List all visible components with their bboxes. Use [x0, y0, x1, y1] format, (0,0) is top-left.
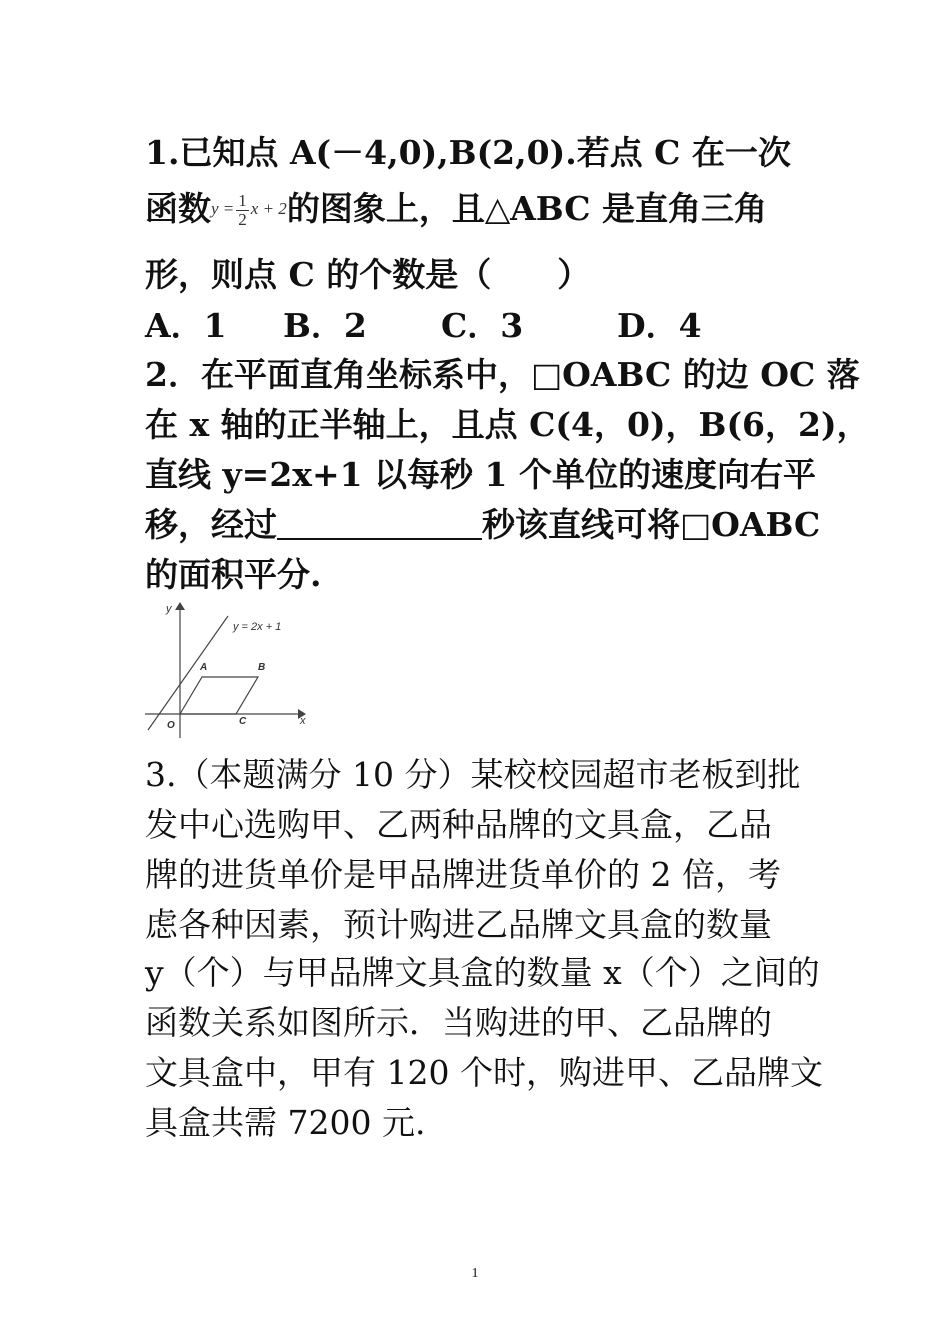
label-y: y [166, 603, 172, 615]
answer-blank [277, 508, 482, 540]
label-line-equation: y = 2x + 1 [233, 621, 282, 633]
y-axis-arrow [175, 602, 185, 610]
page-number: 1 [471, 1266, 479, 1281]
q1-option-c: C．3 [441, 306, 524, 345]
q2-line1: 2．在平面直角坐标系中，□OABC 的边 OC 落 [145, 355, 860, 394]
parallelogram-oabc [180, 677, 258, 714]
label-b: B [258, 662, 266, 673]
formula-lhs: y = [211, 199, 235, 218]
q1-function-formula [211, 186, 287, 232]
q2-line4-pre: 移，经过 [145, 505, 277, 544]
q1-line2 [145, 186, 810, 234]
formula-rhs: x + 2 [250, 199, 287, 218]
q1-line2-pre: 函数 [145, 189, 211, 228]
formula-fraction [236, 192, 249, 229]
q1-option-b: B．2 [283, 306, 367, 345]
fraction-numerator: 1 [238, 190, 247, 210]
q2-line5: 的面积平分. [145, 555, 322, 594]
q1-option-d: D．4 [617, 306, 702, 345]
q2-line3: 直线 y=2x+1 以每秒 1 个单位的速度向右平 [145, 455, 816, 494]
q2-line2: 在 x 轴的正半轴上，且点 C(4，0)，B(6，2)， [145, 405, 870, 444]
q2-line4-post: 秒该直线可将□OABC [482, 505, 821, 544]
q1-option-a: A．1 [145, 306, 227, 345]
label-a: A [200, 662, 208, 673]
label-c: C [239, 716, 247, 727]
label-o: O [167, 720, 175, 731]
q3-line7: 文具盒中，甲有 120 个时，购进甲、乙品牌文 [145, 1053, 823, 1092]
q1-line3: 形，则点 C 的个数是（ ） [145, 255, 591, 294]
q3-line6: 函数关系如图所示．当购进的甲、乙品牌的 [145, 1003, 772, 1042]
fraction-denominator: 2 [238, 209, 247, 229]
q2-parallelogram-graph [140, 598, 330, 743]
q3-line5: y（个）与甲品牌文具盒的数量 x（个）之间的 [145, 953, 820, 992]
q1-line1: 1.已知点 A(－4,0),B(2,0).若点 C 在一次 [145, 133, 791, 172]
q1-line2-post: 的图象上，且△ABC 是直角三角 [286, 189, 768, 228]
line-y-2x-1 [148, 616, 228, 730]
q3-line4: 虑各种因素，预计购进乙品牌文具盒的数量 [145, 905, 772, 944]
q2-line4 [145, 502, 821, 548]
q3-line3: 牌的进货单价是甲品牌进货单价的 2 倍，考 [145, 855, 781, 894]
q3-line1: 3.（本题满分 10 分）某校校园超市老板到批 [145, 755, 801, 794]
q3-line8: 具盒共需 7200 元. [145, 1103, 426, 1142]
q3-line2: 发中心选购甲、乙两种品牌的文具盒，乙品 [145, 805, 772, 844]
label-x: x [300, 715, 306, 727]
